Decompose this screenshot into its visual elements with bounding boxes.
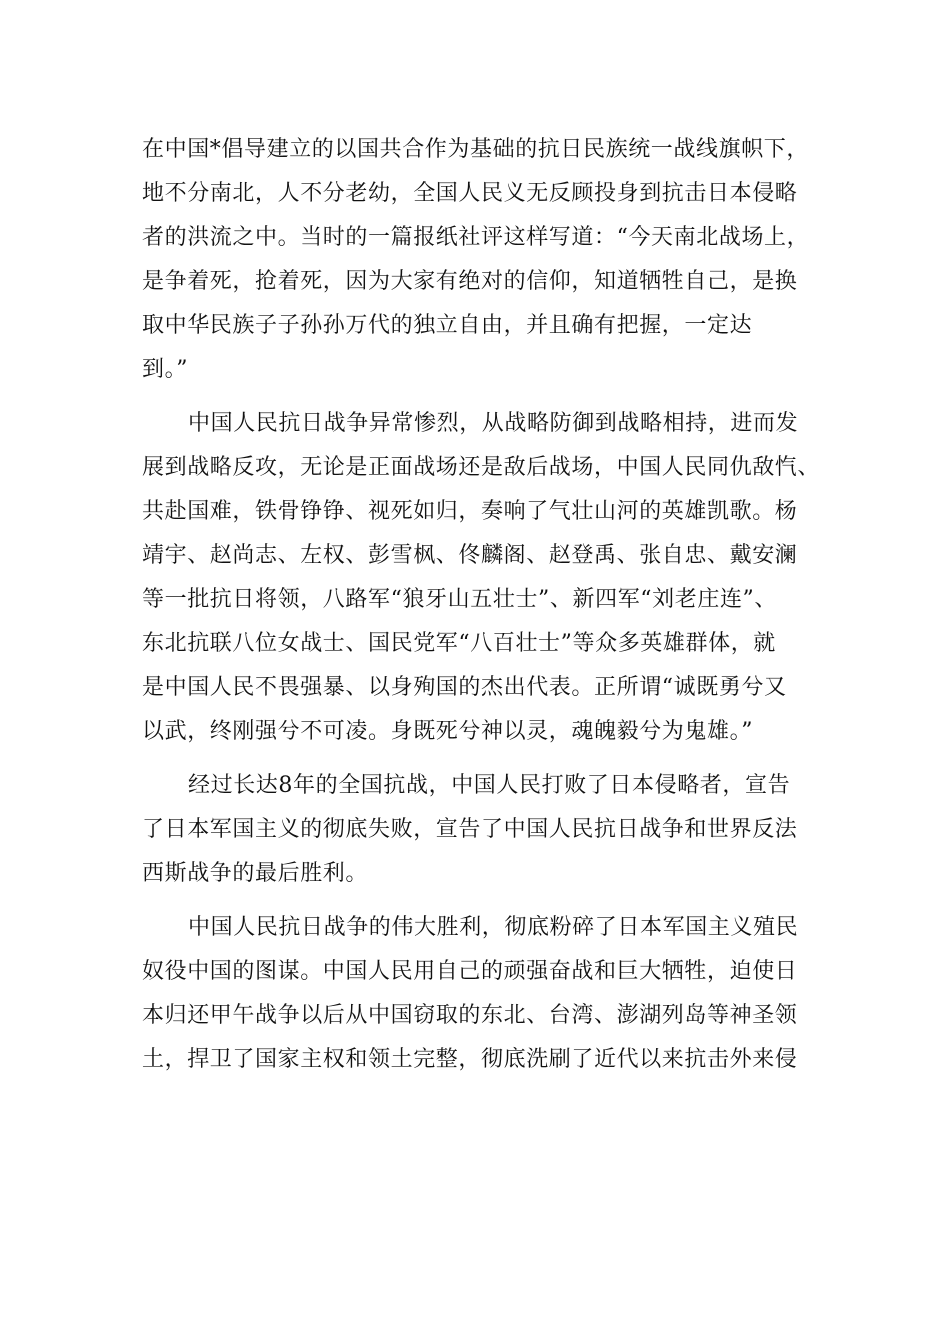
paragraph-gap (142, 896, 822, 906)
paragraph (142, 128, 822, 392)
text-line: 中国人民抗日战争异常惨烈，从战略防御到战略相持，进而发 (188, 411, 799, 436)
text-line: 是争着死，抢着死，因为大家有绝对的信仰，知道牺牲自己，是换 (142, 269, 798, 294)
text-line: 西斯战争的最后胜利。 (142, 861, 369, 886)
document-body (142, 128, 822, 1082)
text-line: 是中国人民不畏强暴、以身殉国的杰出代表。正所谓“诚既勇兮又 (142, 675, 787, 700)
paragraph (142, 906, 822, 1082)
text-line: 共赴国难，铁骨铮铮、视死如归，奏响了气壮山河的英雄凯歌。杨 (142, 499, 798, 524)
paragraph-gap (142, 392, 822, 402)
text-line: 取中华民族子子孙孙万代的独立自由，并且确有把握，一定达 (142, 313, 753, 338)
text-line: 靖宇、赵尚志、左权、彭雪枫、佟麟阁、赵登禹、张自忠、戴安澜 (142, 543, 798, 568)
paragraph (142, 764, 822, 896)
text-line: 展到战略反攻，无论是正面战场还是敌后战场，中国人民同仇敌忾、 (142, 455, 821, 480)
text-line: 到。” (142, 357, 189, 382)
paragraph-gap (142, 754, 822, 764)
text-line: 等一批抗日将领，八路军“狼牙山五壮士”、新四军“刘老庄连”、 (142, 587, 777, 612)
text-line: 奴役中国的图谋。中国人民用自己的顽强奋战和巨大牺牲，迫使日 (142, 959, 798, 984)
text-line: 在中国*倡导建立的以国共合作为基础的抗日民族统一战线旗帜下， (142, 137, 810, 162)
text-line: 经过长达8年的全国抗战，中国人民打败了日本侵略者，宣告 (188, 773, 791, 798)
text-line: 东北抗联八位女战士、国民党军“八百壮士”等众多英雄群体，就 (142, 631, 776, 656)
text-line: 中国人民抗日战争的伟大胜利，彻底粉碎了日本军国主义殖民 (188, 915, 799, 940)
paragraph (142, 402, 822, 754)
text-line: 者的洪流之中。当时的一篇报纸社评这样写道：“今天南北战场上， (142, 225, 810, 250)
text-line: 以武，终刚强兮不可凌。身既死兮神以灵，魂魄毅兮为鬼雄。” (142, 719, 754, 744)
text-line: 地不分南北，人不分老幼，全国人民义无反顾投身到抗击日本侵略 (142, 181, 798, 206)
text-line: 了日本军国主义的彻底失败，宣告了中国人民抗日战争和世界反法 (142, 817, 798, 842)
text-line: 本归还甲午战争以后从中国窃取的东北、台湾、澎湖列岛等神圣领 (142, 1003, 798, 1028)
text-line: 土，捍卫了国家主权和领土完整，彻底洗刷了近代以来抗击外来侵 (142, 1047, 798, 1072)
